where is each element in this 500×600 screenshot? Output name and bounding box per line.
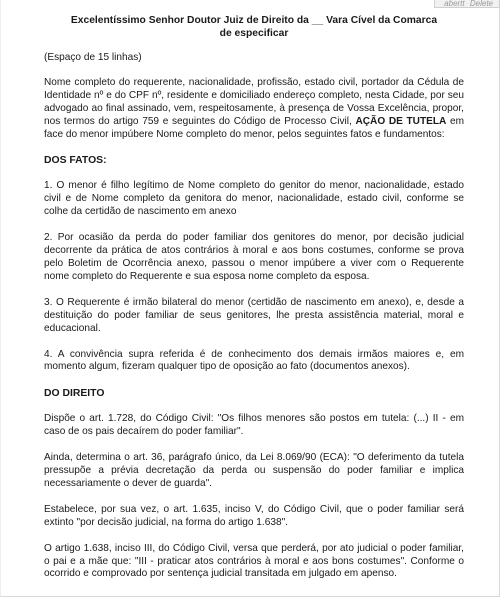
fact-paragraph-1: 1. O menor é filho legítimo de Nome completo do genitor do menor, nacionalidade, estado civil e de Nome completo da genitora do menor, nacionalidade, estado civil, conforme se colhe da certidão de nascimento em anexo (44, 180, 464, 218)
viewer-toolbar (434, 0, 500, 8)
fact-paragraph-3: 3. O Requerente é irmão bilateral do menor (certidão de nascimento em anexo), e, desde a destituição do poder familiar de seus genitores, lhe presta assistência material, moral e educacional. (44, 296, 464, 334)
law-paragraph-2: Ainda, determina o art. 36, parágrafo único, da Lei 8.069/90 (ECA): "O deferimento da tutela pressupõe a prévia decretação da perda ou suspensão do poder familiar e implica necessariamente o dever de guarda". (44, 452, 464, 489)
fact-paragraph-4: 4. A convivência supra referida é de conhecimento dos demais irmãos maiores e, em momento algum, fizeram qualquer tipo de oposição ao fato (documentos anexos). (44, 348, 464, 373)
open-link[interactable]: abertt (444, 0, 465, 8)
heading-line-2: de especificar (219, 28, 289, 39)
intro-paragraph (44, 77, 464, 142)
law-heading: DO DIREITO (44, 388, 105, 400)
heading-line-1: Excelentíssimo Senhor Doutor Juiz de Direito da __ Vara Cível da Comarca (70, 15, 438, 26)
document-body (44, 14, 464, 594)
spacing-note: (Espaço de 15 linhas) (44, 52, 142, 63)
intro-text-before: Nome completo do requerente, nacionalidade, profissão, estado civil, portador da Cédula de Identidade nº e do CPF nº, residente e domiciliado endereço completo, nesta Cidade, por seu advogado ao final assinado, vem, respeitosamente, à presença de Vossa Excelência, propor, nos termos do artigo 759 e seguintes do Código de Processo Civil, (44, 76, 464, 127)
law-paragraph-4: O artigo 1.638, inciso III, do Código Civil, versa que perderá, por ato judicial o poder familiar, o pai e a mãe que: "III - praticar atos contrários à moral e aos bons costumes". Conforme o ocorrido e comprovado por sentença judicial transitada em julgado em apenso. (44, 542, 464, 580)
document-heading (44, 14, 464, 40)
delete-link[interactable]: Delete (469, 0, 493, 8)
law-paragraph-3: Estabelece, por sua vez, o art. 1.635, inciso V, do Código Civil, que o poder familiar será extinto "por decisão judicial, na forma do artigo 1.638". (44, 503, 464, 528)
law-paragraph-1: Dispõe o art. 1.728, do Código Civil: "Os filhos menores são postos em tutela: (...) II - em caso de os pais decaírem do poder familiar". (44, 413, 464, 438)
facts-heading: DOS FATOS: (44, 155, 107, 167)
action-name: AÇÃO DE TUTELA (355, 115, 447, 127)
intro-text-after: em face do menor impúbere Nome completo do menor, pelos seguintes fatos e fundamentos: (44, 115, 464, 140)
fact-paragraph-2: 2. Por ocasião da perda do poder familiar dos genitores do menor, por decisão judicial decorrente da prática de atos contrários à moral e aos bons costumes, conforme se prova pelo Boletim de Ocorrência anexo, passou o menor impúbere a viver com o Requerente nome completo do Requerente e sua esposa nome completo da esposa. (44, 232, 464, 282)
